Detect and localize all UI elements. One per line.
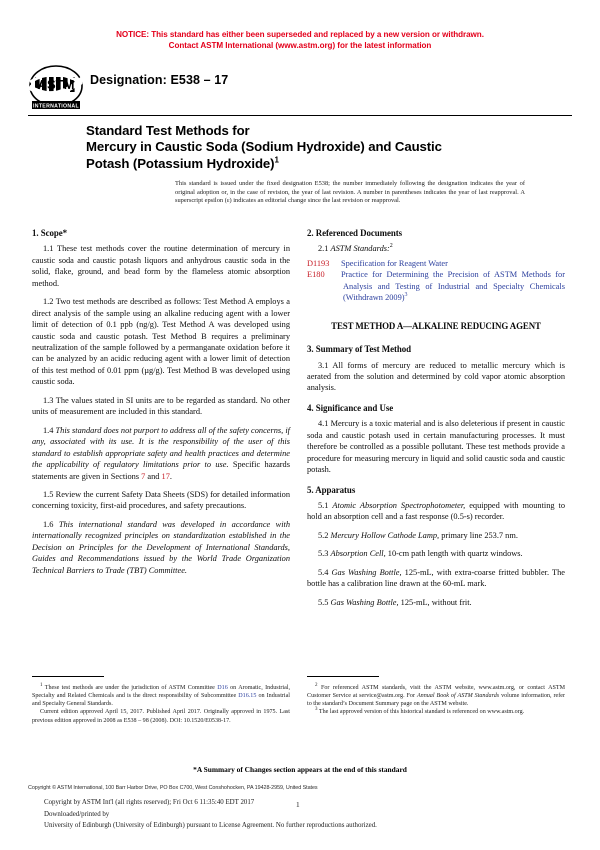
reference-id[interactable]: D1193 bbox=[307, 258, 330, 268]
paragraph-5-1-text: equipped with mounting to hold an absorption cell and a fast response (0.5-s) recorder. bbox=[307, 500, 565, 522]
section-heading-summary-of-test-method: 3. Summary of Test Method bbox=[307, 344, 412, 355]
title-line-3 bbox=[86, 156, 526, 172]
notice-line-1: NOTICE: This standard has either been superseded and replaced by a new version or withdrawn. bbox=[116, 30, 484, 39]
footnotes-right bbox=[307, 684, 565, 717]
download-watermark bbox=[44, 797, 564, 832]
footnote-2-marker: 2 bbox=[315, 682, 318, 688]
footnote-rule-left bbox=[32, 676, 104, 677]
masthead-divider bbox=[28, 115, 572, 116]
paragraph-1-3: 1.3 The values stated in SI units are to be regarded as standard. No other units of measurement are included in this standard. bbox=[32, 395, 290, 417]
astm-logo bbox=[28, 64, 84, 112]
footnote-1-text-c: on Industrial and Specialty General Standards. bbox=[32, 693, 291, 708]
section-heading-significance-and-use: 4. Significance and Use bbox=[307, 402, 394, 413]
paragraph-5-3-text: 10-cm path length with quartz windows. bbox=[385, 549, 523, 559]
paragraph-5-4-number: 5.4 bbox=[318, 567, 332, 577]
paragraph-5-4-text: 125-mL, with extra-coarse fritted bubbler. The bottle has a calibration line drawn at the 60-mL mark. bbox=[307, 567, 565, 589]
reference-item[interactable] bbox=[307, 269, 565, 303]
section-heading-scope: 1. Scope* bbox=[32, 228, 68, 238]
section-heading-referenced-documents: 2. Referenced Documents bbox=[307, 228, 403, 238]
download-line-2: Downloaded/printed by bbox=[44, 810, 110, 818]
page-number: 1 bbox=[296, 800, 300, 809]
referenced-standards-list bbox=[307, 258, 565, 304]
reference-item[interactable] bbox=[307, 258, 565, 269]
footnote-2-text-a: For referenced ASTM standards, visit the ASTM website, www.astm.org, or contact ASTM Customer Service at service@astm.org. For bbox=[307, 685, 565, 700]
reference-title[interactable]: Practice for Determining the Precision of ASTM Methods for Analysis and Testing of Industrial and Specialty Chemicals (Withdrawn 2009) bbox=[341, 270, 565, 303]
paragraph-5-1 bbox=[307, 500, 565, 523]
standard-issue-statement: This standard is issued under the fixed designation E538; the number immediately following the designation indicates the year of original adoption or, in the case of revision, the year of last revision. A number in parentheses indicates the year of last reapproval. A superscript epsilon (ε) indicates an editorial change since the last revision or reapproval. bbox=[175, 180, 525, 205]
paragraph-5-5-term: Gas Washing Bottle, bbox=[330, 597, 399, 607]
paragraph-5-1-number: 5.1 bbox=[318, 500, 333, 510]
svg-text:ASTM: ASTM bbox=[37, 77, 75, 92]
paragraph-5-1-term: Atomic Absorption Spectrophotometer, bbox=[332, 500, 466, 510]
paragraph-1-5: 1.5 Review the current Safety Data Sheets (SDS) for detailed information concerning toxicity, first-aid procedures, and safety precautions. bbox=[32, 490, 290, 511]
paragraph-1-6-number: 1.6 bbox=[43, 519, 59, 529]
footnote-rule-right bbox=[307, 676, 379, 677]
paragraph-5-3-term: Absorption Cell, bbox=[330, 549, 386, 559]
paragraph-1-6 bbox=[32, 519, 290, 576]
subsection-2-1-number: 2.1 bbox=[318, 244, 331, 254]
paragraph-5-5-number: 5.5 bbox=[318, 597, 331, 607]
paragraph-1-4-tail-b: and bbox=[145, 471, 162, 481]
paragraph-1-4-italic: This standard does not purport to address all of the safety concerns, if any, associated with its use. It is the responsibility of the user of this standard to establish appropriate safety and health practices and determine the applicability of regulatory limitations prior to use. bbox=[32, 425, 290, 470]
footnote-1-marker: 1 bbox=[40, 682, 43, 688]
paragraph-5-3-number: 5.3 bbox=[318, 549, 331, 559]
download-line-1: Copyright by ASTM Int'l (all rights reserved); Fri Oct 6 11:35:40 EDT 2017 bbox=[44, 799, 255, 806]
paragraph-1-1: 1.1 These test methods cover the routine determination of mercury in caustic soda and caustic potash liquors and anhydrous caustic soda in the solid, flake, ground, and bead form by the flameless atomic absorption method. bbox=[32, 244, 290, 288]
footnote-1-text-b: on Aromatic, Industrial, Specialty and Related Chemicals and is the direct responsibility of Subcommittee bbox=[32, 685, 290, 700]
committee-link-d16[interactable]: D16 bbox=[217, 685, 228, 691]
title-line-1: Standard Test Methods for bbox=[86, 123, 250, 138]
title-line-3-text: Potash (Potassium Hydroxide) bbox=[86, 155, 275, 171]
subsection-2-1-footnote-marker: 2 bbox=[389, 243, 393, 250]
paragraph-5-2-text: primary line 253.7 nm. bbox=[439, 530, 518, 540]
section-heading-apparatus: 5. Apparatus bbox=[307, 484, 356, 495]
footnote-2 bbox=[307, 684, 565, 708]
paragraph-5-2 bbox=[307, 530, 565, 541]
subsection-2-1-title: ASTM Standards: bbox=[330, 244, 390, 254]
footnote-3 bbox=[307, 708, 565, 716]
reference-title[interactable]: Specification for Reagent Water bbox=[341, 258, 448, 268]
paragraph-1-4 bbox=[32, 425, 290, 482]
reference-id[interactable]: E180 bbox=[307, 270, 325, 280]
paragraph-5-5 bbox=[307, 597, 565, 608]
section-link-7[interactable]: 7 bbox=[141, 471, 146, 481]
paragraph-5-2-number: 5.2 bbox=[318, 530, 331, 540]
footnote-3-text: The last approved version of this historical standard is referenced on www.astm.org. bbox=[317, 709, 525, 716]
page-title bbox=[86, 123, 526, 172]
footnote-1 bbox=[32, 684, 290, 708]
paragraph-1-4-number: 1.4 bbox=[43, 425, 56, 435]
designation-label: Designation: E538 – 17 bbox=[90, 73, 229, 87]
subsection-2-1-heading bbox=[307, 243, 565, 254]
footnotes-left bbox=[32, 684, 290, 725]
title-footnote-marker: 1 bbox=[274, 155, 279, 165]
paragraph-3-1: 3.1 All forms of mercury are reduced to metallic mercury which is aerated from the solution and determined by cold vapor atomic absorption analysis. bbox=[307, 360, 565, 393]
paragraph-1-4-tail-a: Specific hazards statements are given in Sections bbox=[32, 460, 290, 481]
footnote-2-text-b: volume information, refer to the standard’s Document Summary page on the ASTM website. bbox=[307, 693, 566, 708]
right-column bbox=[307, 228, 565, 608]
paragraph-5-4 bbox=[307, 567, 565, 590]
title-line-2: Mercury in Caustic Soda (Sodium Hydroxide) and Caustic bbox=[86, 139, 442, 155]
withdrawn-notice-banner bbox=[0, 30, 600, 51]
test-method-a-heading: TEST METHOD A—ALKALINE REDUCING AGENT bbox=[331, 320, 541, 331]
paragraph-5-5-text: 125-mL, without frit. bbox=[398, 597, 472, 607]
footnote-current-edition: Current edition approved April 15, 2017. Published April 2017. Originally approved in 1975. Last previous edition approved in 2008 as E538 – 98 (2008). DOI: 10.1520/E0538-17. bbox=[32, 709, 290, 724]
subcommittee-link-d1615[interactable]: D16.15 bbox=[238, 693, 257, 700]
paragraph-1-6-italic: This international standard was developed in accordance with internationally recognized principles on standardization established in the Decision on Principles for the Development of International Standards, Guides and Recommendations issued by the World Trade Organization Technical Barriers to Trade (TBT) Committee. bbox=[32, 519, 290, 575]
svg-text:INTERNATIONAL: INTERNATIONAL bbox=[33, 103, 79, 110]
paragraph-1-2: 1.2 Two test methods are described as follows: Test Method A employs a direct analysis of the sample using an alkaline reducing agent with a lower limit of detection of 0.1 ppb (ng/g). Test Method A was developed using caustic soda and caustic potash. Test Method B requires a preliminary neutralization of the sample followed by a permanganate oxidation before it can be analyzed by an acidic reducing agent with a lower limit of detection of this test method of 0.01 ppm (µg/g). Test Method B was developed using caustic soda. bbox=[32, 297, 290, 387]
footnote-2-italic: Annual Book of ASTM Standards bbox=[416, 693, 500, 700]
paragraph-5-2-term: Mercury Hollow Cathode Lamp, bbox=[330, 530, 440, 540]
paragraph-4-1: 4.1 Mercury is a toxic material and is also deleterious if present in caustic soda and caustic potash used in certain manufacturing processes. It must therefore be controlled as a possible pollutant. These test methods provide a procedure for measuring mercury in liquid and solid caustic soda and caustic potash. bbox=[307, 419, 565, 475]
footnote-3-marker: 3 bbox=[315, 707, 318, 713]
download-line-3: University of Edinburgh (University of Edinburgh) pursuant to License Agreement. No further reproductions authorized. bbox=[44, 822, 377, 830]
masthead bbox=[28, 64, 572, 112]
left-column bbox=[32, 228, 290, 576]
reference-footnote-marker: 3 bbox=[404, 292, 408, 299]
notice-line-2: Contact ASTM International (www.astm.org) for the latest information bbox=[168, 40, 432, 50]
paragraph-5-3 bbox=[307, 548, 565, 559]
section-link-17[interactable]: 17 bbox=[161, 471, 170, 481]
copyright-notice: Copyright © ASTM International, 100 Barr Harbor Drive, PO Box C700, West Conshohocken, PA 19428-2959, United States bbox=[28, 785, 318, 791]
paragraph-5-4-term: Gas Washing Bottle, bbox=[331, 567, 402, 577]
footnote-1-text-a: These test methods are under the jurisdiction of ASTM Committee bbox=[42, 685, 218, 691]
paragraph-1-4-tail-c: . bbox=[169, 471, 172, 481]
summary-of-changes-note: *A Summary of Changes section appears at the end of this standard bbox=[193, 765, 407, 774]
